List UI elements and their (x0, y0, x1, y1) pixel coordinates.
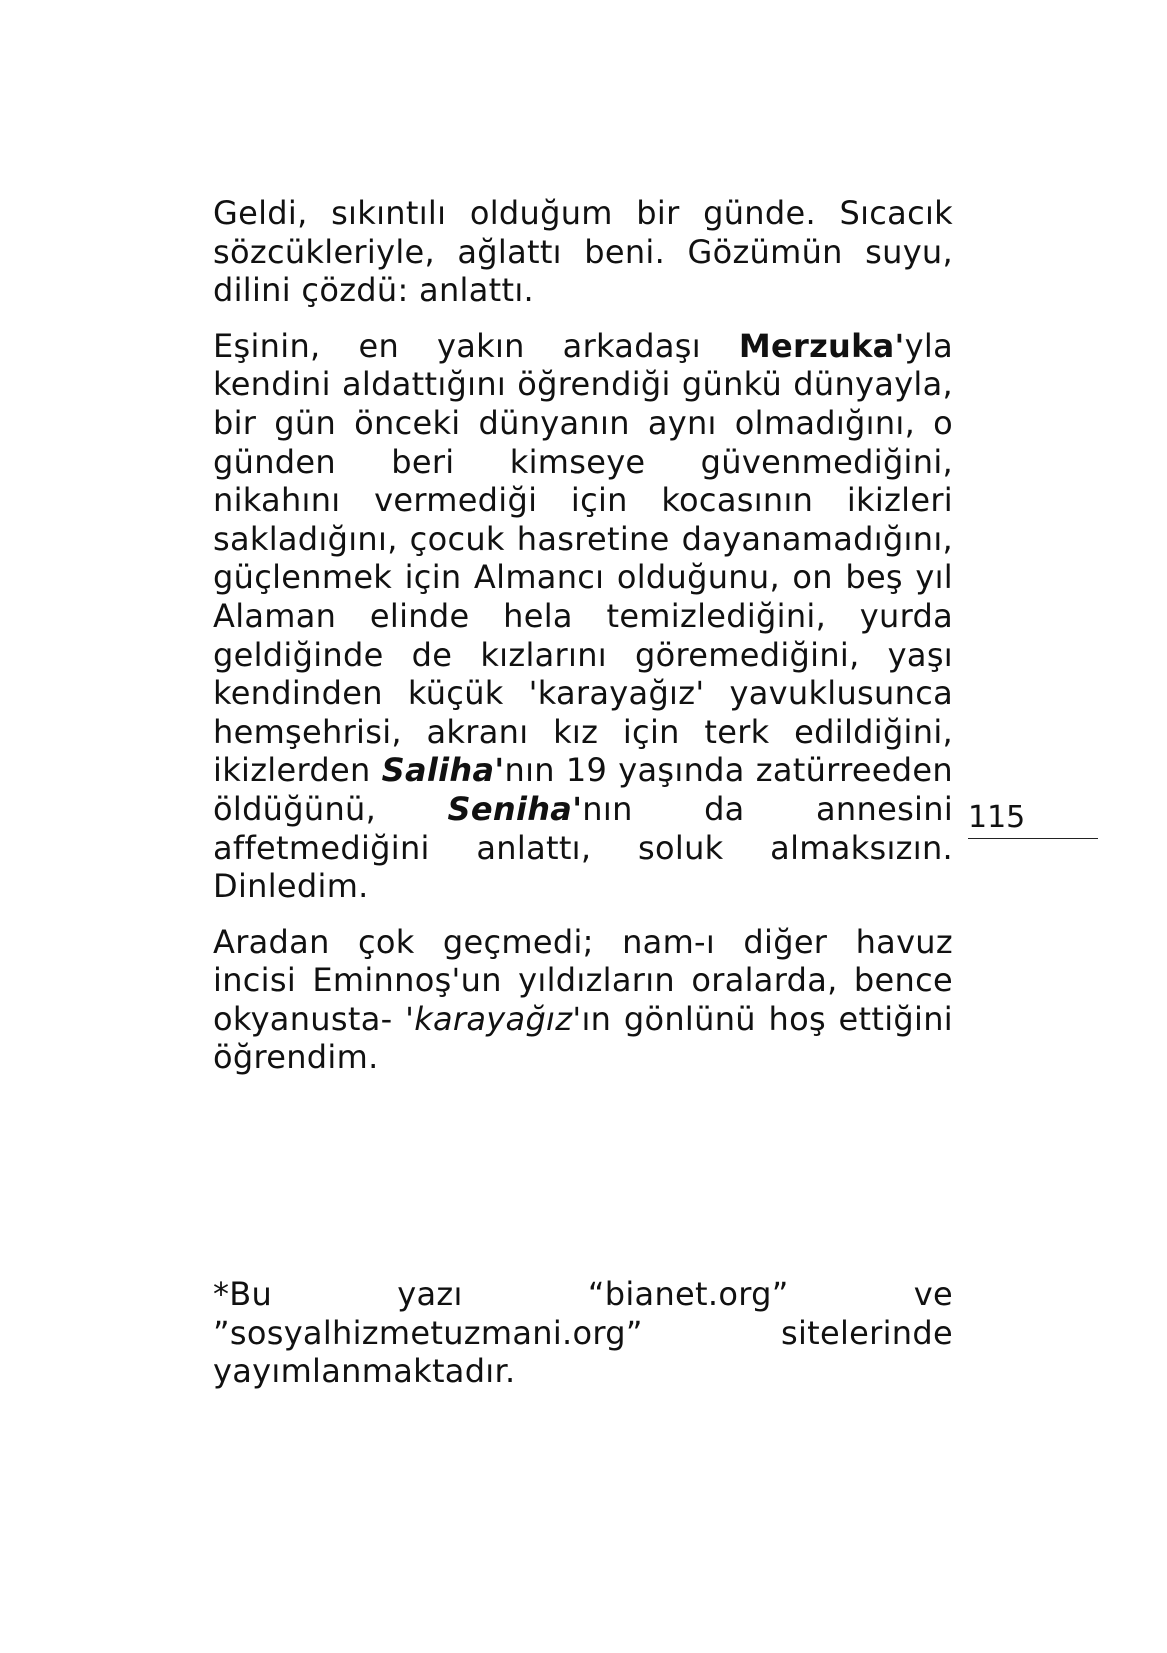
paragraph-2-middle: nın 19 yaşında zatürreeden öldüğünü, (213, 751, 953, 828)
paragraph-3-end: 'ın gönlünü hoş ettiğini öğrendim. (213, 999, 953, 1077)
paragraph-2-start: Eşinin, en yakın arkadaşı (213, 326, 739, 365)
paragraph-3 (213, 923, 953, 1077)
paragraph-2 (213, 327, 953, 906)
name-merzuka: Merzuka' (738, 326, 905, 365)
paragraph-2-end: nın da annesini affetmediğini anlattı, soluk almaksızın. Dinledim. (213, 789, 954, 906)
paragraph-1: Geldi, sıkıntılı olduğum bir günde. Sıcacık sözcükleriyle, ağlattı beni. Gözümün suyu, dilini çözdü: anlattı. (213, 194, 953, 310)
italic-word-karayagiz: karayağız (414, 999, 573, 1038)
page-number: 115 (968, 800, 1098, 839)
name-seniha: Seniha' (447, 789, 583, 828)
paragraph-2-body: yla kendini aldattığını öğrendiği günkü dünyayla, bir gün önceki dünyanın aynı olmadığını, o günden beri kimseye güvenmediğini, nikahını vermediği için kocasının ikizleri sakladığını, çocuk hasretine dayanamadığını, güçlenmek için Almancı olduğunu, on beş yıl Alaman elinde hela temizlediğini, yurda geldiğinde de kızlarını göremediğini, yaşı kendinden küçük 'karayağız' yavuklusunca hemşehrisi, akranı kız için terk edildiğini, ikizlerden (213, 326, 953, 790)
main-text-column (213, 194, 953, 1094)
footnote: *Bu yazı “bianet.org” ve ”sosyalhizmetuzmani.org” sitelerinde yayımlanmaktadır. (213, 1275, 953, 1391)
paragraph-3-start: Aradan çok geçmedi; nam-ı diğer havuz incisi Eminnoş'un yıldızların oralarda, bence okyanusta- ' (213, 922, 953, 1038)
name-saliha: Saliha' (381, 751, 505, 790)
